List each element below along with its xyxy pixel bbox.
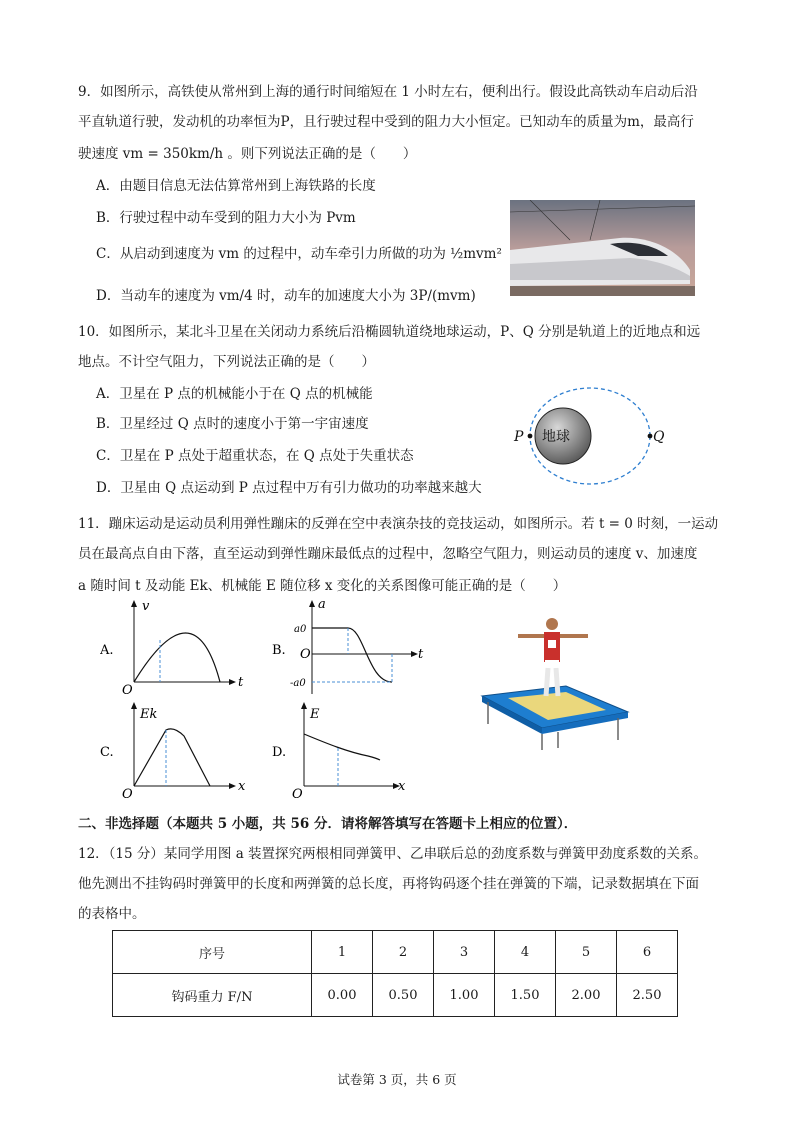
- table-cell: 0.00: [312, 974, 373, 1017]
- graph-b-option: B.: [272, 643, 286, 658]
- data-table: [112, 930, 678, 1017]
- table-cell: 6: [617, 931, 678, 974]
- graph-b-a0: a0: [294, 624, 307, 635]
- section-2-heading: 二、非选择题（本题共 5 小题，共 56 分．请将解答填写在答题卡上相应的位置）．: [78, 816, 578, 832]
- graph-a: [100, 598, 260, 698]
- graph-b-curve: [312, 628, 392, 682]
- q9-option-a: A．由题目信息无法估算常州到上海铁路的长度: [96, 178, 376, 194]
- table-cell: 1: [312, 931, 373, 974]
- graph-a-option: A.: [100, 643, 114, 658]
- table-header-cell: 序号: [113, 931, 312, 974]
- graph-b-neg-a0: -a0: [290, 678, 306, 689]
- graph-d-option: D.: [272, 745, 287, 760]
- q9-option-c: C．从启动到速度为 vm 的过程中，动车牵引力所做的功为 ½mvm²: [96, 246, 502, 262]
- graph-d: [268, 700, 428, 800]
- q12-line-3: 的表格中。: [78, 906, 146, 922]
- table-cell: 1.00: [434, 974, 495, 1017]
- table-cell: 2.00: [556, 974, 617, 1017]
- orbit-diagram: [508, 380, 668, 492]
- q10-option-d: D．卫星由 Q 点运动到 P 点过程中万有引力做功的功率越来越大: [96, 480, 482, 496]
- graph-c-option: C.: [100, 745, 114, 760]
- point-q-dot: [648, 434, 653, 439]
- point-p-label: P: [514, 429, 524, 445]
- table-cell: 4: [495, 931, 556, 974]
- table-row: [113, 931, 678, 974]
- table-cell: 2: [373, 931, 434, 974]
- q11-line-3: a 随时间 t 及动能 Ek、机械能 E 随位移 x 变化的关系图像可能正确的是（ ）: [78, 578, 567, 594]
- q10-line-1: 10．如图所示，某北斗卫星在关闭动力系统后沿椭圆轨道绕地球运动，P、Q 分别是轨道上的近地点和远: [78, 324, 701, 340]
- table-cell: 2.50: [617, 974, 678, 1017]
- graph-c-curve: [134, 729, 210, 786]
- graph-d-origin: O: [292, 787, 303, 800]
- point-p-dot: [528, 434, 533, 439]
- graph-d-curve: [304, 734, 380, 760]
- trampoline-figure: [478, 616, 638, 750]
- table-row: [113, 974, 678, 1017]
- graph-a-curve: [134, 633, 220, 682]
- earth-label: 地球: [542, 429, 570, 445]
- q9-line-3: 驶速度 vm = 350km/h 。则下列说法正确的是（ ）: [78, 146, 417, 162]
- point-q-label: Q: [653, 429, 665, 445]
- graph-a-origin: O: [122, 683, 133, 698]
- table-cell: 0.50: [373, 974, 434, 1017]
- graph-b: [268, 598, 428, 698]
- graph-d-xlabel: x: [398, 779, 406, 794]
- q10-line-2: 地点。不计空气阻力，下列说法正确的是（ ）: [78, 354, 375, 370]
- q10-option-a: A．卫星在 P 点的机械能小于在 Q 点的机械能: [96, 386, 373, 402]
- train-photo: [510, 200, 695, 296]
- table-cell: 3: [434, 931, 495, 974]
- page-footer: 试卷第 3 页，共 6 页: [337, 1072, 457, 1087]
- q9-option-d: D．当动车的速度为 vm/4 时，动车的加速度大小为 3P/(mvm): [96, 288, 476, 304]
- q9-line-2: 平直轨道行驶，发动机的功率恒为P，且行驶过程中受到的阻力大小恒定。已知动车的质量为m，最高行: [78, 114, 694, 130]
- graph-b-xlabel: t: [418, 647, 424, 662]
- graph-b-origin: O: [300, 647, 311, 662]
- q11-line-1: 11．蹦床运动是运动员利用弹性蹦床的反弹在空中表演杂技的竞技运动，如图所示。若 t = 0 时刻，一运动: [78, 516, 719, 532]
- graph-b-ylabel: a: [318, 598, 326, 612]
- graph-a-ylabel: v: [142, 599, 150, 614]
- q9-option-b: B．行驶过程中动车受到的阻力大小为 Pvm: [96, 210, 356, 226]
- table-cell: 5: [556, 931, 617, 974]
- q9-line-1: 9．如图所示，高铁使从常州到上海的通行时间缩短在 1 小时左右，便利出行。假设此高铁动车启动后沿: [78, 84, 698, 100]
- graph-d-ylabel: E: [310, 707, 320, 722]
- graph-c-ylabel: Ek: [140, 707, 158, 722]
- q12-line-1: 12．（15 分）某同学用图 a 装置探究两根相同弹簧甲、乙串联后总的劲度系数与弹簧甲劲度系数的关系。: [78, 846, 708, 862]
- graph-c-origin: O: [122, 787, 133, 800]
- graph-c: [100, 700, 260, 800]
- q10-option-c: C．卫星在 P 点处于超重状态，在 Q 点处于失重状态: [96, 448, 414, 464]
- table-header-cell: 钩码重力 F/N: [113, 974, 312, 1017]
- graph-a-xlabel: t: [238, 675, 244, 690]
- table-cell: 1.50: [495, 974, 556, 1017]
- q12-line-2: 他先测出不挂钩码时弹簧甲的长度和两弹簧的总长度，再将钩码逐个挂在弹簧的下端，记录数据填在下面: [78, 876, 699, 892]
- graph-c-xlabel: x: [238, 779, 246, 794]
- q11-line-2: 员在最高点自由下落，直至运动到弹性蹦床最低点的过程中，忽略空气阻力，则运动员的速度 v、加速度: [78, 546, 698, 562]
- q10-option-b: B．卫星经过 Q 点时的速度小于第一宇宙速度: [96, 416, 369, 432]
